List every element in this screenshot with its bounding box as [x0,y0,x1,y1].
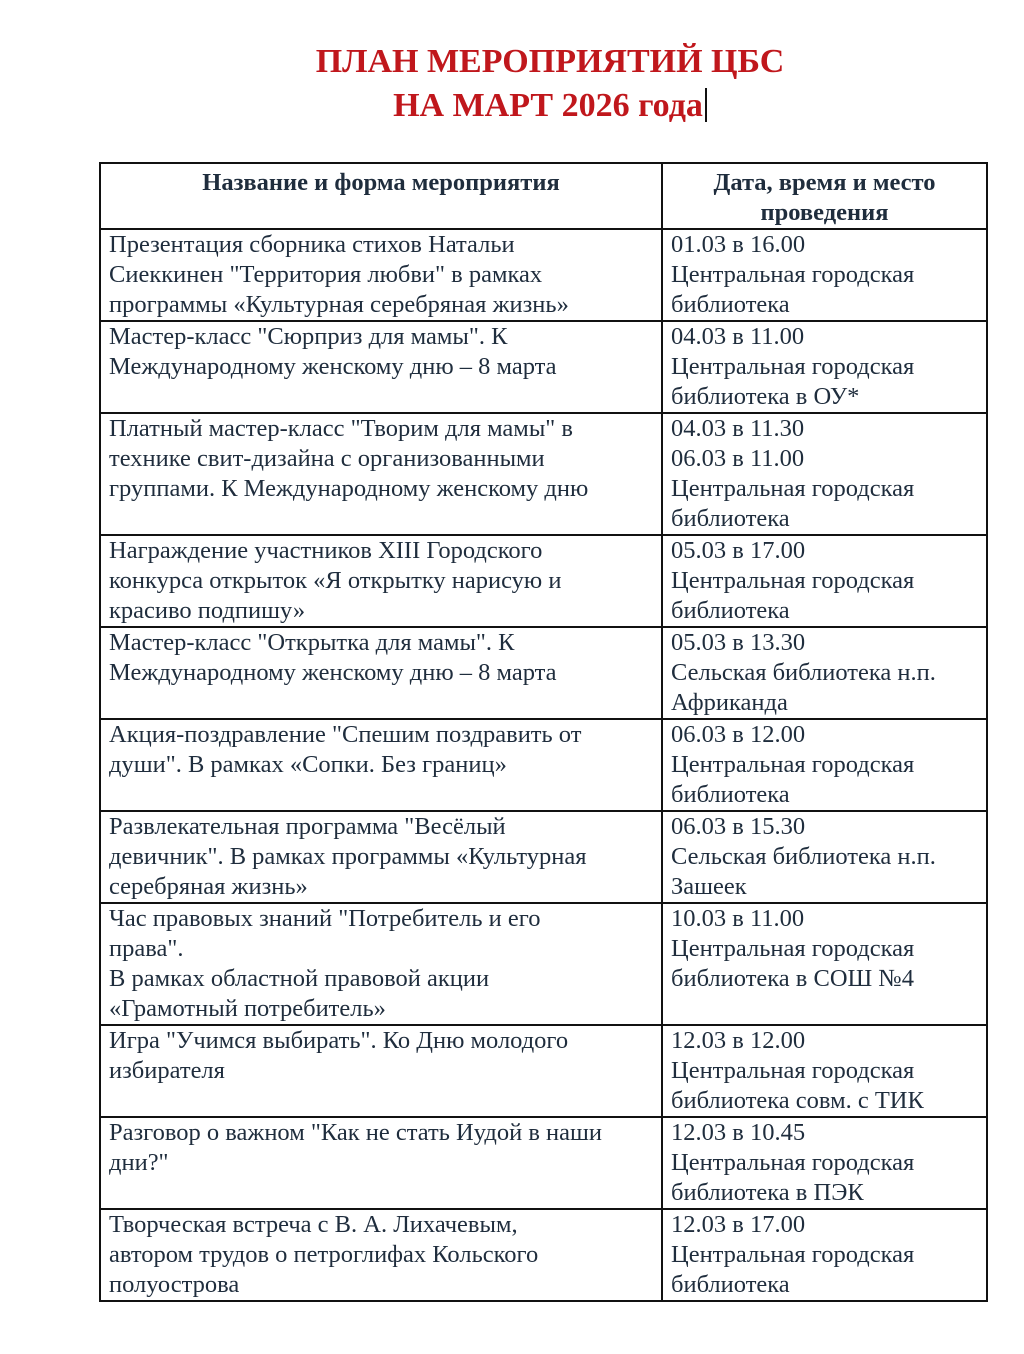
event-cell-line: души". В рамках «Сопки. Без границ» [109,751,507,778]
date-place-cell [662,1209,987,1301]
date-place-cell [662,1117,987,1209]
event-cell [100,229,662,321]
title-line-2-text: НА МАРТ 2026 года [393,87,703,124]
date-place-cell-line: 06.03 в 11.00 [671,445,805,472]
event-cell [100,413,662,535]
table-row [100,229,987,321]
date-place-cell-line: Центральная городская [671,1149,915,1176]
event-cell-line: Разговор о важном "Как не стать Иудой в наши [109,1119,603,1146]
event-cell-line: Международному женскому дню – 8 марта [109,659,557,686]
table-row [100,321,987,413]
date-place-cell-line: библиотека в ПЭК [671,1179,864,1206]
date-place-cell-line: 12.03 в 10.45 [671,1119,806,1146]
date-place-cell-line: Центральная городская [671,353,915,380]
events-table [99,162,988,1302]
text-cursor [705,88,707,122]
table-row [100,719,987,811]
event-cell-line: Международному женскому дню – 8 марта [109,353,557,380]
date-place-cell-line: 06.03 в 15.30 [671,813,806,840]
event-cell [100,1117,662,1209]
table-row [100,627,987,719]
event-cell-line: Развлекательная программа "Весёлый [109,813,506,840]
date-place-cell-line: библиотека в ОУ* [671,383,860,410]
table-row [100,903,987,1025]
event-cell-line: В рамках областной правовой акции [109,965,490,992]
event-cell-line: права". [109,935,184,962]
event-cell [100,627,662,719]
date-place-cell-line: 05.03 в 13.30 [671,629,806,656]
event-cell-line: группами. К Международному женскому дню [109,475,589,502]
date-place-cell-line: библиотека [671,291,790,318]
header-date-place: Дата, время и место проведения [662,163,987,229]
event-cell [100,719,662,811]
event-cell-line: девичник". В рамках программы «Культурная [109,843,587,870]
event-cell-line: «Грамотный потребитель» [109,995,386,1022]
event-cell-line: дни?" [109,1149,169,1176]
event-cell-line: Презентация сборника стихов Натальи [109,231,515,258]
date-place-cell-line: 12.03 в 17.00 [671,1211,806,1238]
event-cell-line: Награждение участников XIII Городского [109,537,543,564]
date-place-cell-line: библиотека [671,597,790,624]
date-place-cell-line: Сельская библиотека н.п. [671,843,936,870]
date-place-cell-line: 01.03 в 16.00 [671,231,806,258]
date-place-cell [662,321,987,413]
event-cell-line: Мастер-класс "Открытка для мамы". К [109,629,515,656]
table-header-row [100,163,987,229]
title-line-2 [0,84,1024,128]
date-place-cell-line: 05.03 в 17.00 [671,537,806,564]
event-cell-line: полуострова [109,1271,240,1298]
date-place-cell [662,627,987,719]
date-place-cell-line: 04.03 в 11.00 [671,323,805,350]
event-cell-line: серебряная жизнь» [109,873,308,900]
date-place-cell-line: Африканда [671,689,788,716]
date-place-cell [662,535,987,627]
table-row [100,811,987,903]
date-place-cell-line: библиотека [671,1271,790,1298]
table-row [100,535,987,627]
date-place-cell [662,719,987,811]
event-cell [100,1025,662,1117]
event-cell [100,321,662,413]
date-place-cell-line: Центральная городская [671,935,915,962]
date-place-cell-line: 04.03 в 11.30 [671,415,805,442]
event-cell-line: Платный мастер-класс "Творим для мамы" в [109,415,573,442]
date-place-cell-line: Центральная городская [671,751,915,778]
event-cell-line: Творческая встреча с В. А. Лихачевым, [109,1211,518,1238]
table-row [100,413,987,535]
event-cell [100,535,662,627]
event-cell [100,1209,662,1301]
date-place-cell [662,903,987,1025]
date-place-cell [662,811,987,903]
event-cell-line: технике свит-дизайна с организованными [109,445,545,472]
date-place-cell-line: Центральная городская [671,1241,915,1268]
event-cell-line: программы «Культурная серебряная жизнь» [109,291,569,318]
date-place-cell-line: Сельская библиотека н.п. [671,659,936,686]
date-place-cell-line: 10.03 в 11.00 [671,905,805,932]
date-place-cell-line: библиотека в СОШ №4 [671,965,915,992]
event-cell-line: автором трудов о петроглифах Кольского [109,1241,539,1268]
event-cell-line: конкурса открыток «Я открытку нарисую и [109,567,562,594]
date-place-cell-line: библиотека [671,505,790,532]
date-place-cell-line: Центральная городская [671,261,915,288]
date-place-cell-line: Центральная городская [671,1057,915,1084]
event-cell [100,903,662,1025]
date-place-cell-line: библиотека совм. с ТИК [671,1087,924,1114]
event-cell-line: красиво подпишу» [109,597,306,624]
date-place-cell [662,1025,987,1117]
event-cell-line: избирателя [109,1057,225,1084]
table-row [100,1117,987,1209]
date-place-cell [662,413,987,535]
header-event: Название и форма мероприятия [100,163,662,229]
event-cell-line: Час правовых знаний "Потребитель и его [109,905,541,932]
event-cell-line: Игра "Учимся выбирать". Ко Дню молодого [109,1027,569,1054]
date-place-cell-line: 12.03 в 12.00 [671,1027,806,1054]
event-cell-line: Сиеккинен "Территория любви" в рамках [109,261,543,288]
date-place-cell-line: Зашеек [671,873,747,900]
date-place-cell-line: библиотека [671,781,790,808]
table-row [100,1025,987,1117]
date-place-cell-line: Центральная городская [671,475,915,502]
date-place-cell-line: Центральная городская [671,567,915,594]
table-row [100,1209,987,1301]
event-cell-line: Мастер-класс "Сюрприз для мамы". К [109,323,508,350]
page-title [0,40,1024,128]
date-place-cell [662,229,987,321]
event-cell [100,811,662,903]
event-cell-line: Акция-поздравление "Спешим поздравить от [109,721,582,748]
title-line-1: ПЛАН МЕРОПРИЯТИЙ ЦБС [315,43,785,80]
date-place-cell-line: 06.03 в 12.00 [671,721,806,748]
